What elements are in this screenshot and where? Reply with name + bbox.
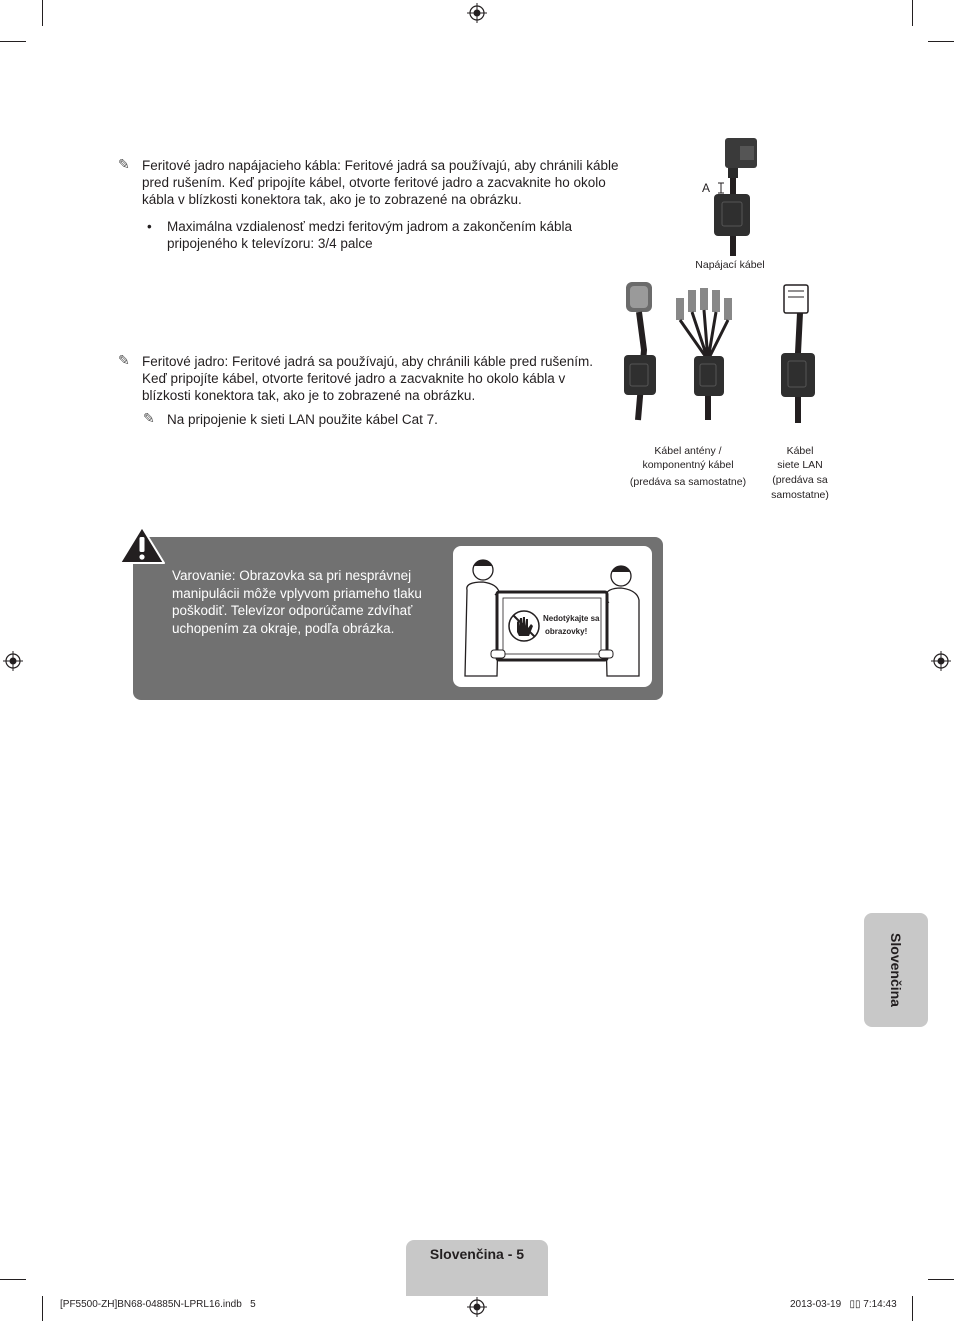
crop-mark bbox=[928, 1279, 954, 1280]
registration-mark-icon bbox=[467, 3, 487, 23]
lan-caption-line: samostatne) bbox=[771, 489, 829, 501]
crop-mark bbox=[928, 41, 954, 42]
note-paragraph: Feritové jadro napájacieho kábla: Feritové jadrá sa používajú, aby chránili káble pred rušením. Keď pripojíte kábel, otvorte feritové jadro a zacvaknite ho okolo kábla v blízkosti konektora tak, ako je to zobrazené na obrázku. bbox=[142, 158, 619, 207]
page-number-tab bbox=[406, 1240, 548, 1296]
lan-caption-line: siete LAN bbox=[777, 459, 823, 471]
crop-mark bbox=[0, 1279, 26, 1280]
pencil-note-icon: ✎ bbox=[143, 410, 155, 426]
registration-mark-icon bbox=[931, 651, 951, 671]
lan-cable-figure bbox=[776, 283, 822, 428]
warning-text: Varovanie: Obrazovka sa pri nesprávnej manipulácii môže vplyvom priameho tlaku poškodiť. Televízor odporúčame zdvíhať uchopením za okraje, podľa obrázka. bbox=[172, 568, 422, 636]
antenna-plug bbox=[624, 282, 656, 420]
power-cable-ferrite-figure bbox=[700, 138, 770, 258]
language-side-tab-label: Slovenčina bbox=[888, 933, 904, 1007]
tv-handling-illustration bbox=[453, 546, 652, 687]
registration-mark-icon bbox=[467, 1297, 487, 1317]
language-side-tab bbox=[864, 913, 928, 1027]
component-plugs bbox=[676, 288, 732, 420]
footer-timestamp: 2013-03-19 ▯▯ 7:14:43 bbox=[790, 1299, 897, 1310]
warning-triangle-icon bbox=[118, 525, 166, 565]
screen-warning-label: Nedotýkajte sa bbox=[543, 614, 600, 623]
bullet-item: Maximálna vzdialenosť medzi feritovým jadrom a zakončením kábla pripojeného k televízoru: 3/4 palce bbox=[167, 219, 572, 251]
pencil-note-icon: ✎ bbox=[118, 156, 130, 172]
crop-mark bbox=[0, 41, 26, 42]
sub-note: Na pripojenie k sieti LAN použite kábel Cat 7. bbox=[167, 412, 438, 427]
lan-caption-line: (predáva sa bbox=[772, 474, 828, 486]
crop-mark bbox=[912, 1296, 913, 1321]
crop-mark bbox=[42, 0, 43, 26]
power-cable-caption: Napájací kábel bbox=[695, 259, 765, 271]
pencil-note-icon: ✎ bbox=[118, 352, 130, 368]
note-paragraph: Feritové jadro: Feritové jadrá sa používajú, aby chránili káble pred rušením. Keď pripojíte kábel, otvorte feritové jadro a zacvaknite ho okolo kábla v blízkosti konektora tak, ako je to zobrazené na obrázku. bbox=[142, 354, 593, 403]
antenna-component-cables-figure bbox=[620, 280, 760, 430]
antenna-caption-line: Kábel antény / bbox=[654, 445, 722, 457]
label-a: A bbox=[702, 181, 711, 195]
crop-mark bbox=[42, 1296, 43, 1321]
antenna-caption-line: komponentný kábel bbox=[642, 459, 734, 471]
footer-file-name: [PF5500-ZH]BN68-04885N-LPRL16.indb 5 bbox=[60, 1299, 256, 1310]
lan-caption-line: Kábel bbox=[786, 445, 814, 457]
antenna-caption-line: (predáva sa samostatne) bbox=[629, 476, 747, 488]
registration-mark-icon bbox=[3, 651, 23, 671]
bullet-dot: • bbox=[147, 219, 152, 234]
screen-warning-label: obrazovky! bbox=[545, 627, 588, 636]
crop-mark bbox=[912, 0, 913, 26]
page-number-label: Slovenčina - 5 bbox=[429, 1246, 525, 1262]
